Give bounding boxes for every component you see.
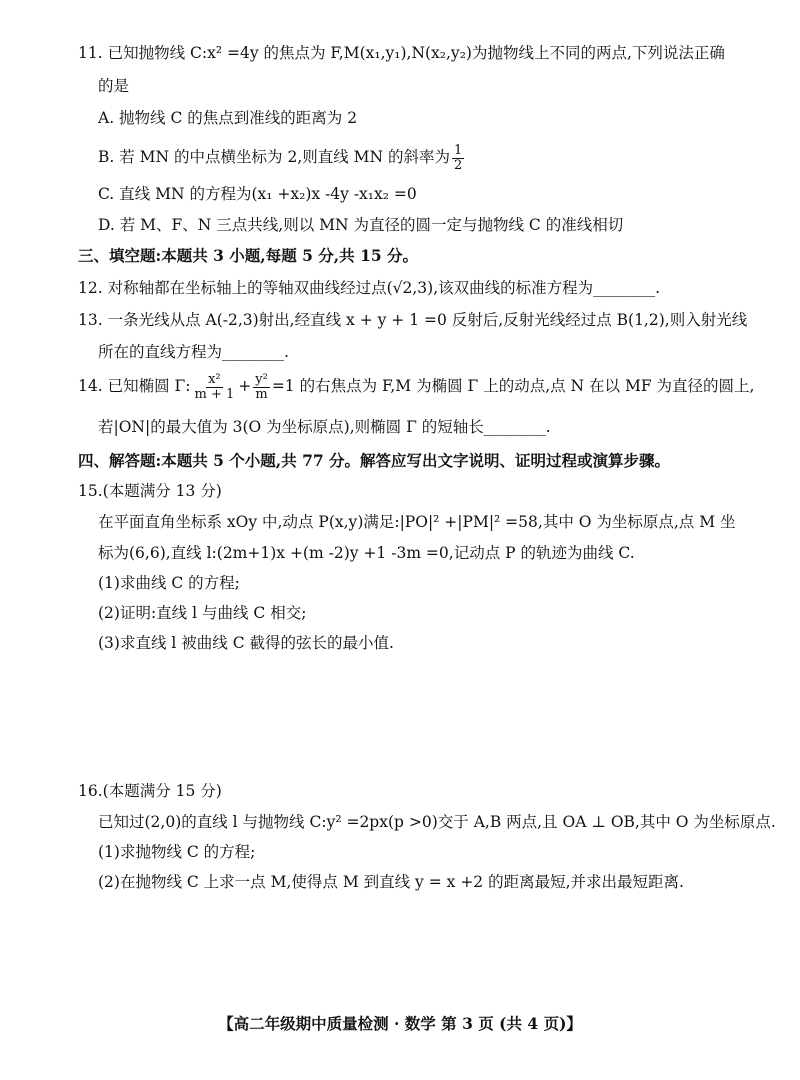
q11-option-a: A. 抛物线 C 的焦点到准线的距离为 2 (98, 109, 358, 127)
q16-line-1: 已知过(2,0)的直线 l 与抛物线 C:y² =2px(p >0)交于 A,B 两点,且 OA ⊥ OB,其中 O 为坐标原点. (98, 813, 776, 831)
q11-option-d: D. 若 M、F、N 三点共线,则以 MN 为直径的圆一定与抛物线 C 的准线相切 (98, 216, 624, 234)
q13-line-2: 所在的直线方程为________. (98, 343, 289, 361)
page-footer: 【高二年级期中质量检测 · 数学 第 3 页 (共 4 页)】 (218, 1014, 582, 1033)
fraction-denominator: 2 (454, 157, 463, 173)
section-4-heading: 四、解答题:本题共 5 个小题,共 77 分。解答应写出文字说明、证明过程或演算步骤。 (78, 451, 671, 470)
q12-text: 12. 对称轴都在坐标轴上的等轴双曲线经过点(√2,3),该双曲线的标准方程为________. (78, 279, 661, 297)
q11-stem-line-1: 11. 已知抛物线 C:x² =4y 的焦点为 F,M(x₁,y₁),N(x₂,y₂)为抛物线上不同的两点,下列说法正确 (78, 44, 725, 62)
q11-option-b-fraction (452, 144, 464, 172)
q16-part-1: (1)求抛物线 C 的方程; (98, 843, 256, 861)
q14-prefix: 14. 已知椭圆 Γ: (78, 377, 191, 396)
q11-stem-line-2: 的是 (98, 77, 130, 95)
q14-suffix: =1 的右焦点为 F,M 为椭圆 Γ 上的动点,点 N 在以 MF 为直径的圆上, (271, 377, 755, 396)
q16-part-2: (2)在抛物线 C 上求一点 M,使得点 M 到直线 y = x +2 的距离最短,并求出最短距离. (98, 873, 684, 891)
q14-fraction-y (253, 373, 270, 401)
q14-line-2: 若|ON|的最大值为 3(O 为坐标原点),则椭圆 Γ 的短轴长________. (98, 418, 551, 436)
q14-fraction-x (192, 373, 236, 401)
fraction-denominator: m + 1 (194, 386, 235, 402)
fraction-denominator: m (255, 386, 268, 402)
q15-part-3: (3)求直线 l 被曲线 C 截得的弦长的最小值. (98, 634, 394, 652)
q11-option-c: C. 直线 MN 的方程为(x₁ +x₂)x -4y -x₁x₂ =0 (98, 185, 417, 203)
q15-part-1: (1)求曲线 C 的方程; (98, 574, 240, 592)
q15-line-2: 标为(6,6),直线 l:(2m+1)x +(m -2)y +1 -3m =0,记动点 P 的轨迹为曲线 C. (98, 544, 635, 562)
fraction-numerator: y² (255, 372, 268, 387)
fraction-numerator: 1 (454, 143, 463, 158)
q14-plus: + (238, 377, 252, 396)
q11-option-b-text: B. 若 MN 的中点横坐标为 2,则直线 MN 的斜率为 (98, 148, 451, 167)
section-3-heading: 三、填空题:本题共 3 小题,每题 5 分,共 15 分。 (78, 246, 419, 265)
fraction-numerator: x² (208, 372, 221, 387)
q14-line-1 (78, 373, 754, 401)
q15-line-1: 在平面直角坐标系 xOy 中,动点 P(x,y)满足:|PO|² +|PM|² =58,其中 O 为坐标原点,点 M 坐 (98, 513, 736, 531)
q11-option-b (98, 144, 466, 172)
q16-header: 16.(本题满分 15 分) (78, 782, 222, 800)
q13-line-1: 13. 一条光线从点 A(-2,3)射出,经直线 x + y + 1 =0 反射后,反射光线经过点 B(1,2),则入射光线 (78, 311, 748, 329)
q15-part-2: (2)证明:直线 l 与曲线 C 相交; (98, 604, 307, 622)
q15-header: 15.(本题满分 13 分) (78, 482, 222, 500)
